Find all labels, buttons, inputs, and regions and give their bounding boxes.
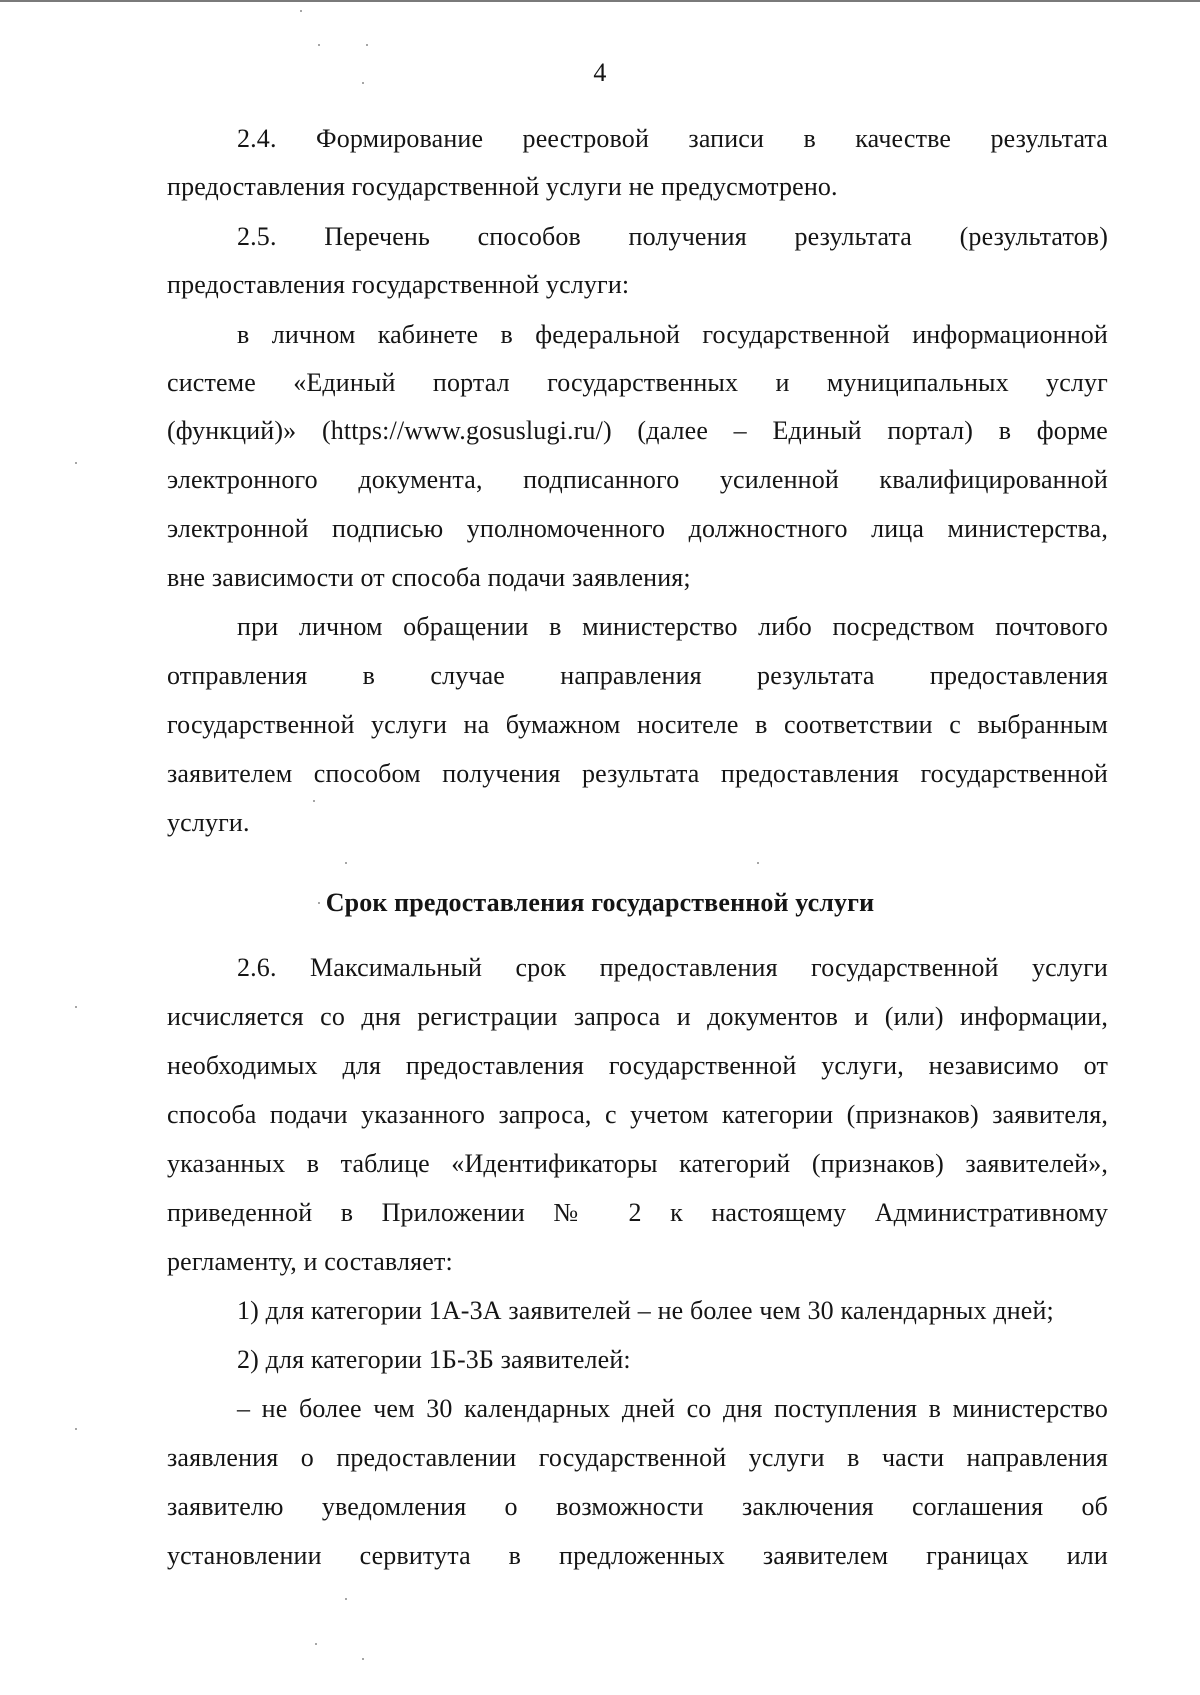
scan-speck [318,44,320,46]
paragraph-line: 2.6. Максимальный срок предоставления государственной услуги [237,953,1108,982]
paragraph-line: системе «Единый портал государственных и муниципальных услуг [167,368,1108,397]
scan-speck [362,1658,364,1660]
paragraph-line: приведенной в Приложении № 2 к настоящему Административному [167,1198,1108,1227]
scan-speck [345,1598,347,1600]
paragraph-line: отправления в случае направления результата предоставления [167,661,1108,690]
paragraph-line: способа подачи указанного запроса, с учетом категории (признаков) заявителя, [167,1100,1108,1129]
paragraph-line: вне зависимости от способа подачи заявления; [167,563,691,592]
paragraph-line: указанных в таблице «Идентификаторы категорий (признаков) заявителей», [167,1149,1108,1178]
paragraph-line: (функций)» (https://www.gosuslugi.ru/) (далее – Единый портал) в форме [167,416,1108,445]
paragraph-line: 2.5. Перечень способов получения результата (результатов) [237,222,1108,251]
section-heading: Срок предоставления государственной услуги [325,888,875,917]
paragraph-line: регламенту, и составляет: [167,1247,453,1276]
scan-speck [366,44,368,46]
paragraph-line: предоставления государственной услуги: [167,270,630,299]
paragraph-line: услуги. [167,808,250,837]
paragraph-line: заявления о предоставлении государственной услуги в части направления [167,1443,1108,1472]
scan-speck [75,462,77,464]
scan-speck [315,1643,317,1645]
scan-speck [75,1428,77,1430]
paragraph-line: установлении сервитута в предложенных заявителем границах или [167,1541,1108,1570]
paragraph-line: электронной подписью уполномоченного должностного лица министерства, [167,514,1108,543]
top-border [0,0,1200,2]
paragraph-line: необходимых для предоставления государственной услуги, независимо от [167,1051,1108,1080]
paragraph-line: заявителем способом получения результата предоставления государственной [167,759,1108,788]
scan-speck [318,902,320,904]
list-item: 1) для категории 1А-3А заявителей – не более чем 30 календарных дней; [237,1296,1054,1325]
scan-speck [300,10,302,12]
scan-speck [757,862,759,864]
paragraph-line: – не более чем 30 календарных дней со дня поступления в министерство [237,1394,1108,1423]
list-item: 2) для категории 1Б-3Б заявителей: [237,1345,631,1374]
paragraph-line: исчисляется со дня регистрации запроса и документов и (или) информации, [167,1002,1108,1031]
paragraph-line: предоставления государственной услуги не предусмотрено. [167,172,838,201]
paragraph-line: заявителю уведомления о возможности заключения соглашения об [167,1492,1108,1521]
scan-speck [345,862,347,864]
scan-speck [75,1006,77,1008]
paragraph-line: государственной услуги на бумажном носителе в соответствии с выбранным [167,710,1108,739]
scan-speck [313,800,315,802]
scan-speck [362,82,364,84]
paragraph-line: электронного документа, подписанного усиленной квалифицированной [167,465,1108,494]
paragraph-line: 2.4. Формирование реестровой записи в качестве результата [237,124,1108,153]
page-number: 4 [593,58,607,87]
paragraph-line: в личном кабинете в федеральной государственной информационной [237,320,1108,349]
paragraph-line: при личном обращении в министерство либо посредством почтового [237,612,1108,641]
